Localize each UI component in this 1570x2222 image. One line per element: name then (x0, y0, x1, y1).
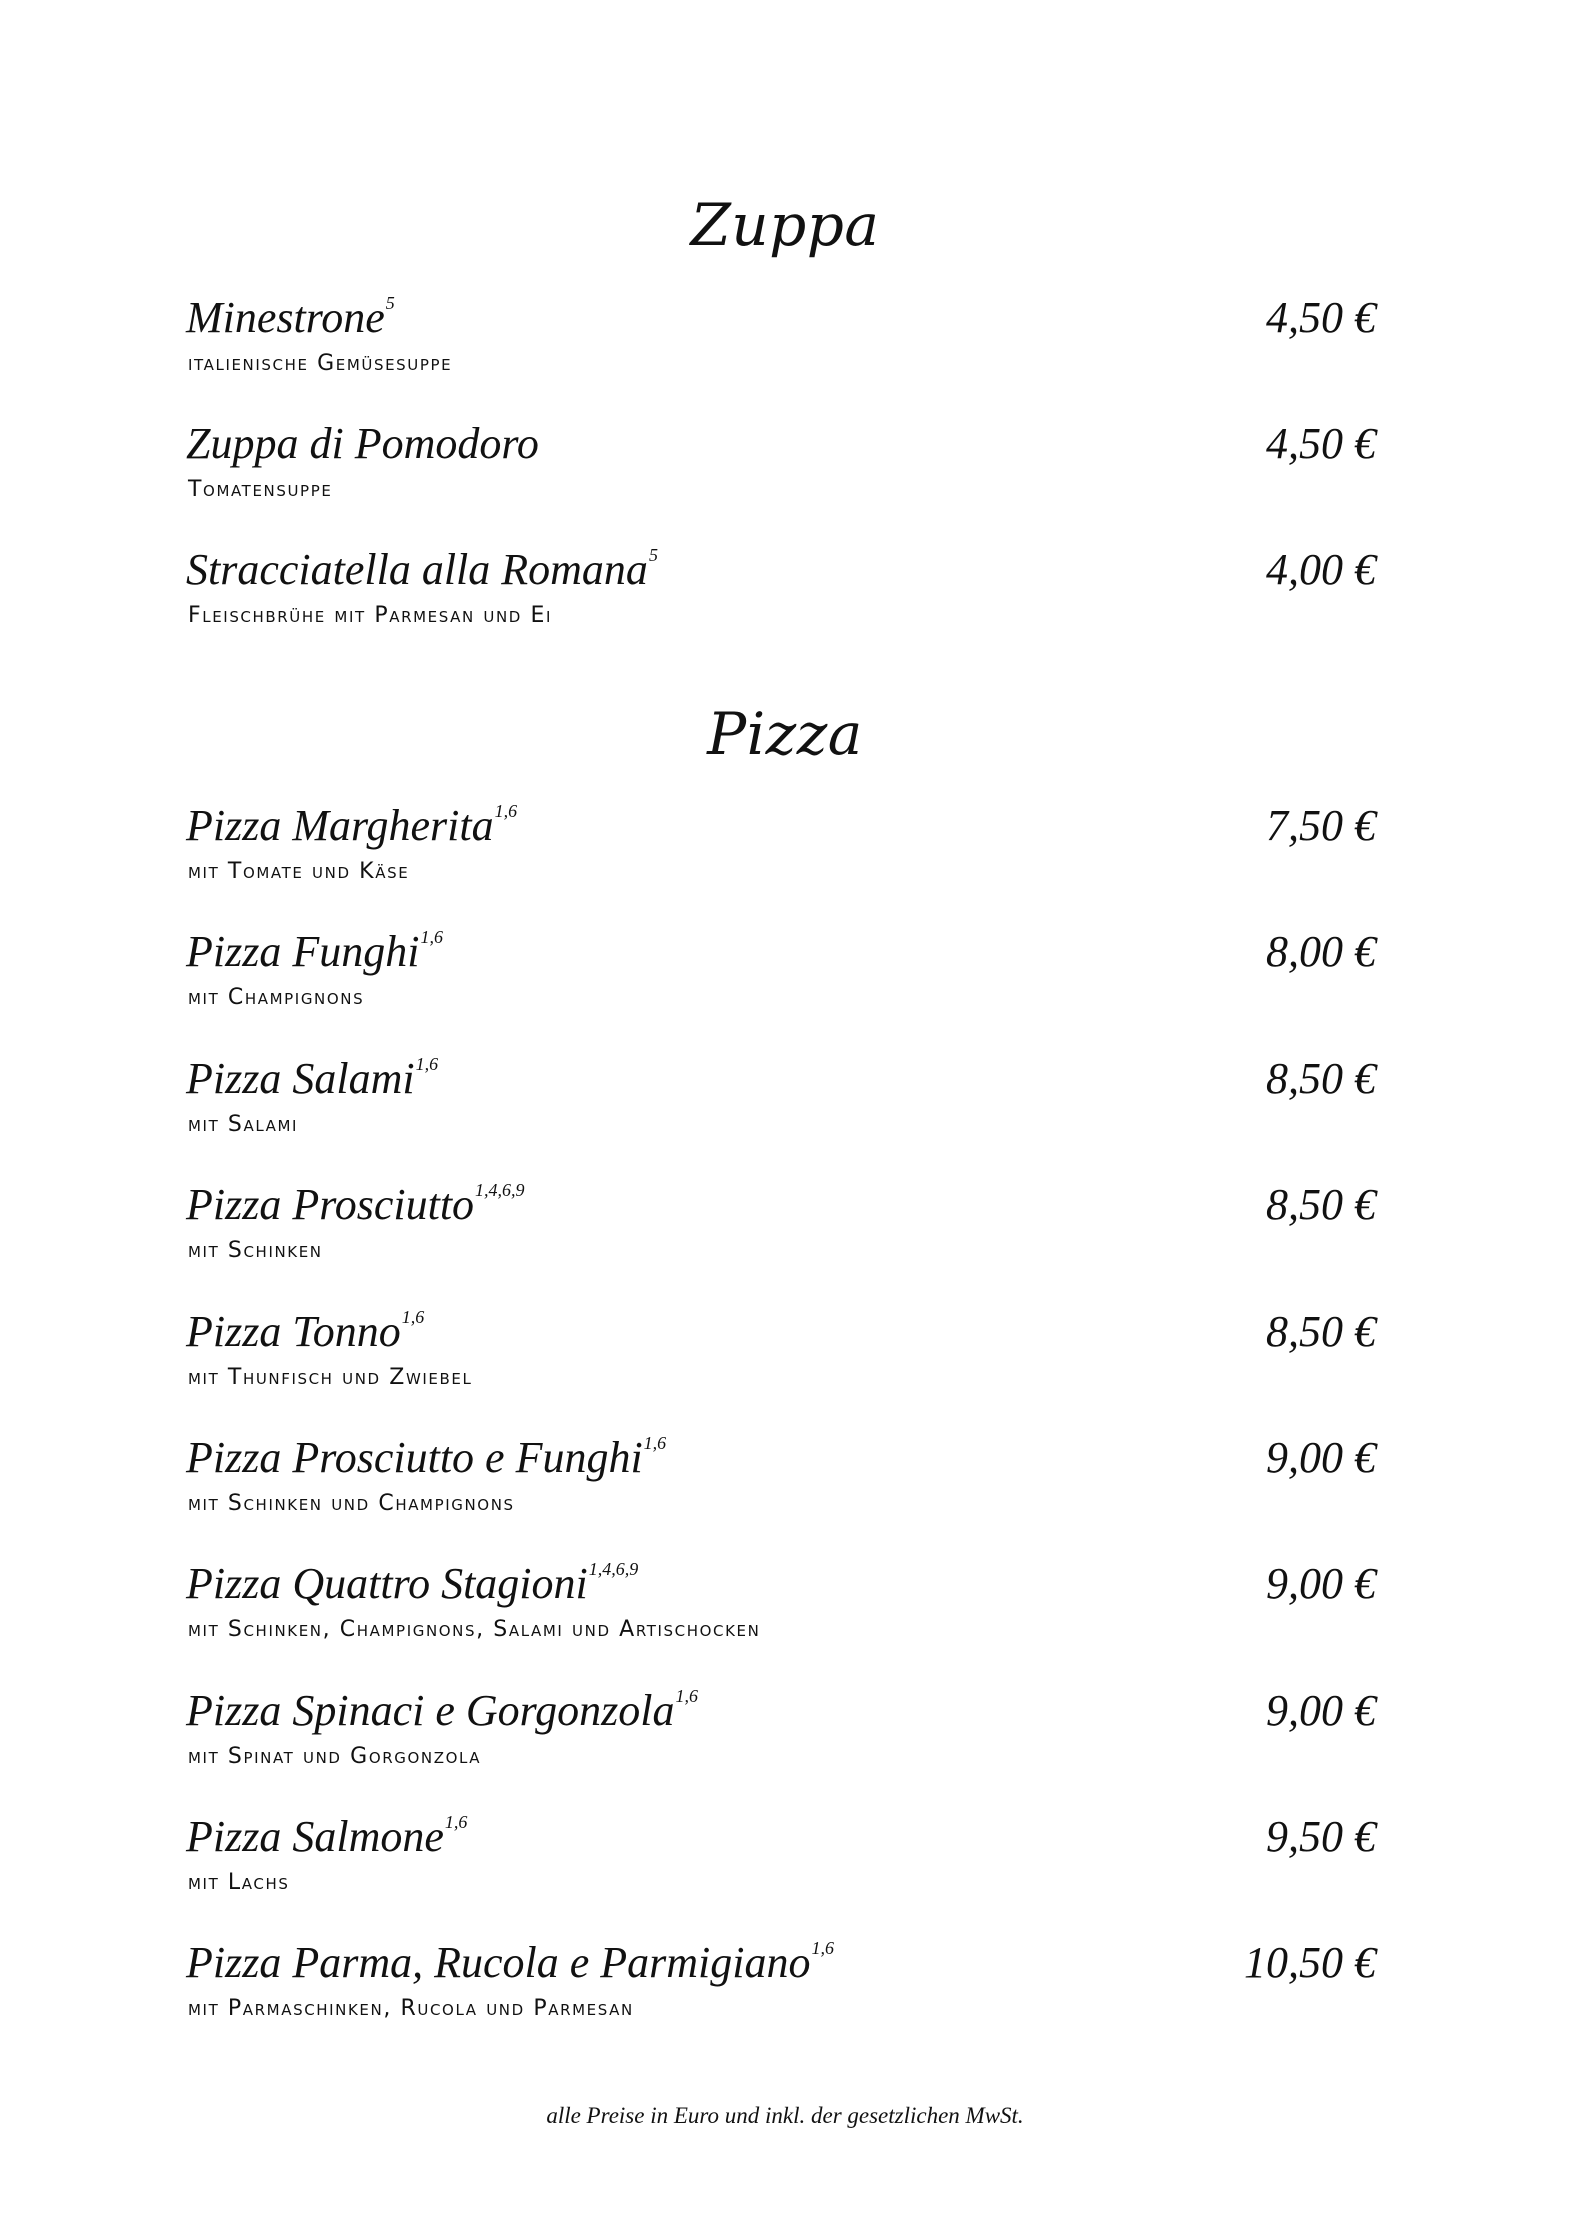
item-name-wrap (186, 1559, 639, 1608)
item-name-wrap (186, 293, 395, 342)
price-footnote: alle Preise in Euro und inkl. der gesetzlichen MwSt. (546, 2103, 1024, 2128)
allergen-codes: 1,6 (811, 1938, 835, 1958)
item-price: 8,50 € (1266, 1307, 1376, 1356)
allergen-codes: 1,4,6,9 (588, 1559, 639, 1579)
allergen-codes: 1,6 (401, 1307, 425, 1327)
allergen-codes: 5 (385, 293, 395, 313)
item-description: mit Parmaschinken, Rucola und Parmesan (188, 1996, 634, 2021)
item-description: Tomatensuppe (188, 477, 333, 502)
item-description: mit Salami (188, 1112, 299, 1137)
item-name: Pizza Prosciutto e Funghi (186, 1433, 643, 1482)
item-name: Pizza Quattro Stagioni (186, 1559, 588, 1608)
item-name: Pizza Parma, Rucola e Parmigiano (186, 1938, 811, 1987)
allergen-codes: 1,6 (420, 927, 443, 947)
allergen-codes: 1,6 (494, 801, 518, 821)
menu-item (186, 1307, 1376, 1410)
item-name: Pizza Spinaci e Gorgonzola (186, 1686, 675, 1735)
menu-item (186, 1938, 1376, 2041)
item-name: Minestrone (186, 293, 385, 342)
menu-item (186, 1054, 1376, 1157)
menu-item (186, 1812, 1376, 1915)
item-name-wrap (186, 1812, 468, 1861)
menu-item (186, 419, 1376, 522)
menu-item (186, 1559, 1376, 1662)
item-name-wrap (186, 1180, 525, 1229)
item-price: 9,50 € (1266, 1812, 1376, 1861)
item-price: 4,50 € (1266, 419, 1376, 468)
item-name: Stracciatella alla Romana (186, 545, 648, 594)
item-price: 4,00 € (1266, 545, 1376, 594)
item-name-wrap (186, 927, 443, 976)
item-description: mit Lachs (188, 1870, 290, 1895)
allergen-codes: 1,4,6,9 (475, 1180, 525, 1200)
item-description: mit Schinken, Champignons, Salami und Artischocken (188, 1617, 761, 1642)
allergen-codes: 1,6 (643, 1433, 667, 1453)
item-description: mit Champignons (188, 985, 365, 1010)
item-price: 10,50 € (1244, 1938, 1376, 1987)
item-description: italienische Gemüsesuppe (188, 351, 453, 376)
menu-item (186, 801, 1376, 904)
item-description: mit Thunfisch und Zwiebel (188, 1365, 473, 1390)
item-price: 8,00 € (1266, 927, 1376, 976)
allergen-codes: 1,6 (415, 1054, 439, 1074)
item-price: 9,00 € (1266, 1559, 1376, 1608)
item-name: Pizza Prosciutto (186, 1180, 475, 1229)
menu-item (186, 1686, 1376, 1789)
item-name: Pizza Funghi (186, 927, 420, 976)
item-price: 8,50 € (1266, 1054, 1376, 1103)
item-name: Pizza Margherita (186, 801, 494, 850)
item-name-wrap (186, 1686, 698, 1735)
menu-item (186, 293, 1376, 396)
menu-item (186, 1180, 1376, 1283)
item-name-wrap (186, 1938, 835, 1987)
item-name-wrap (186, 1054, 439, 1103)
item-name: Pizza Salmone (186, 1812, 444, 1861)
item-name: Zuppa di Pomodoro (186, 419, 539, 468)
item-name: Pizza Tonno (186, 1307, 401, 1356)
menu-item (186, 927, 1376, 1030)
item-name-wrap (186, 545, 658, 594)
item-name-wrap (186, 1433, 667, 1482)
menu-item (186, 545, 1376, 648)
item-description: mit Tomate und Käse (188, 859, 410, 884)
section-title-pizza: Pizza (707, 700, 863, 768)
item-description: mit Schinken (188, 1238, 323, 1263)
item-description: mit Schinken und Champignons (188, 1491, 515, 1516)
item-name-wrap (186, 801, 518, 850)
item-description: mit Spinat und Gorgonzola (188, 1744, 482, 1769)
section-title-zuppa: Zuppa (690, 191, 880, 259)
item-name-wrap (186, 1307, 425, 1356)
allergen-codes: 1,6 (675, 1686, 698, 1706)
item-price: 4,50 € (1266, 293, 1376, 342)
item-price: 8,50 € (1266, 1180, 1376, 1229)
menu-item (186, 1433, 1376, 1536)
item-description: Fleischbrühe mit Parmesan und Ei (188, 603, 553, 628)
item-price: 9,00 € (1266, 1686, 1376, 1735)
item-price: 7,50 € (1266, 801, 1376, 850)
item-name-wrap (186, 419, 540, 468)
item-name: Pizza Salami (186, 1054, 415, 1103)
allergen-codes: 5 (648, 545, 658, 565)
allergen-codes: 1,6 (444, 1812, 468, 1832)
item-price: 9,00 € (1266, 1433, 1376, 1482)
